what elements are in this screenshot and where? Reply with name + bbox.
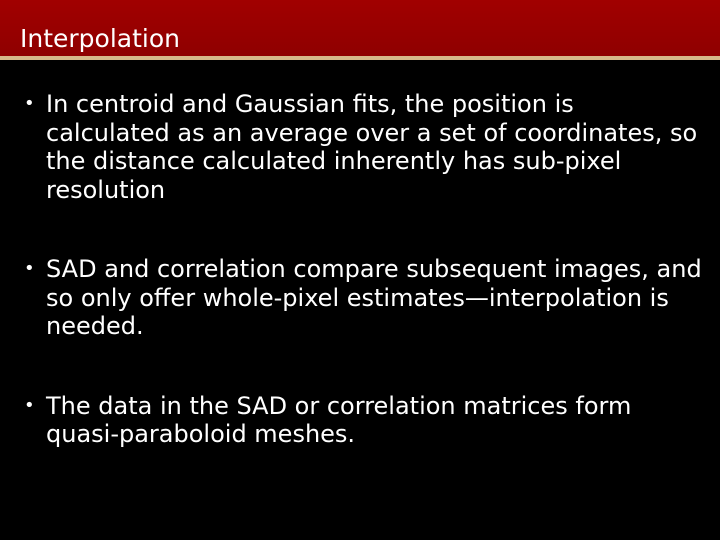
slide-title: Interpolation — [20, 24, 180, 53]
bullet-text: The data in the SAD or correlation matrices form quasi-paraboloid meshes. — [46, 391, 632, 448]
bullet-item — [24, 255, 704, 341]
bullet-item — [24, 392, 704, 449]
bullet-icon: • — [24, 258, 35, 279]
bullet-item — [24, 90, 704, 204]
title-divider — [0, 56, 720, 60]
bullet-icon: • — [24, 93, 35, 114]
title-bar — [0, 0, 720, 56]
bullet-text: SAD and correlation compare subsequent images, and so only offer whole-pixel estimates—interpolation is needed. — [46, 255, 702, 340]
bullet-text: In centroid and Gaussian fits, the position is calculated as an average over a set of coordinates, so the distance calculated inherently has sub-pixel resolution — [46, 90, 698, 204]
bullet-icon: • — [24, 394, 35, 416]
bullet-list — [24, 90, 704, 449]
